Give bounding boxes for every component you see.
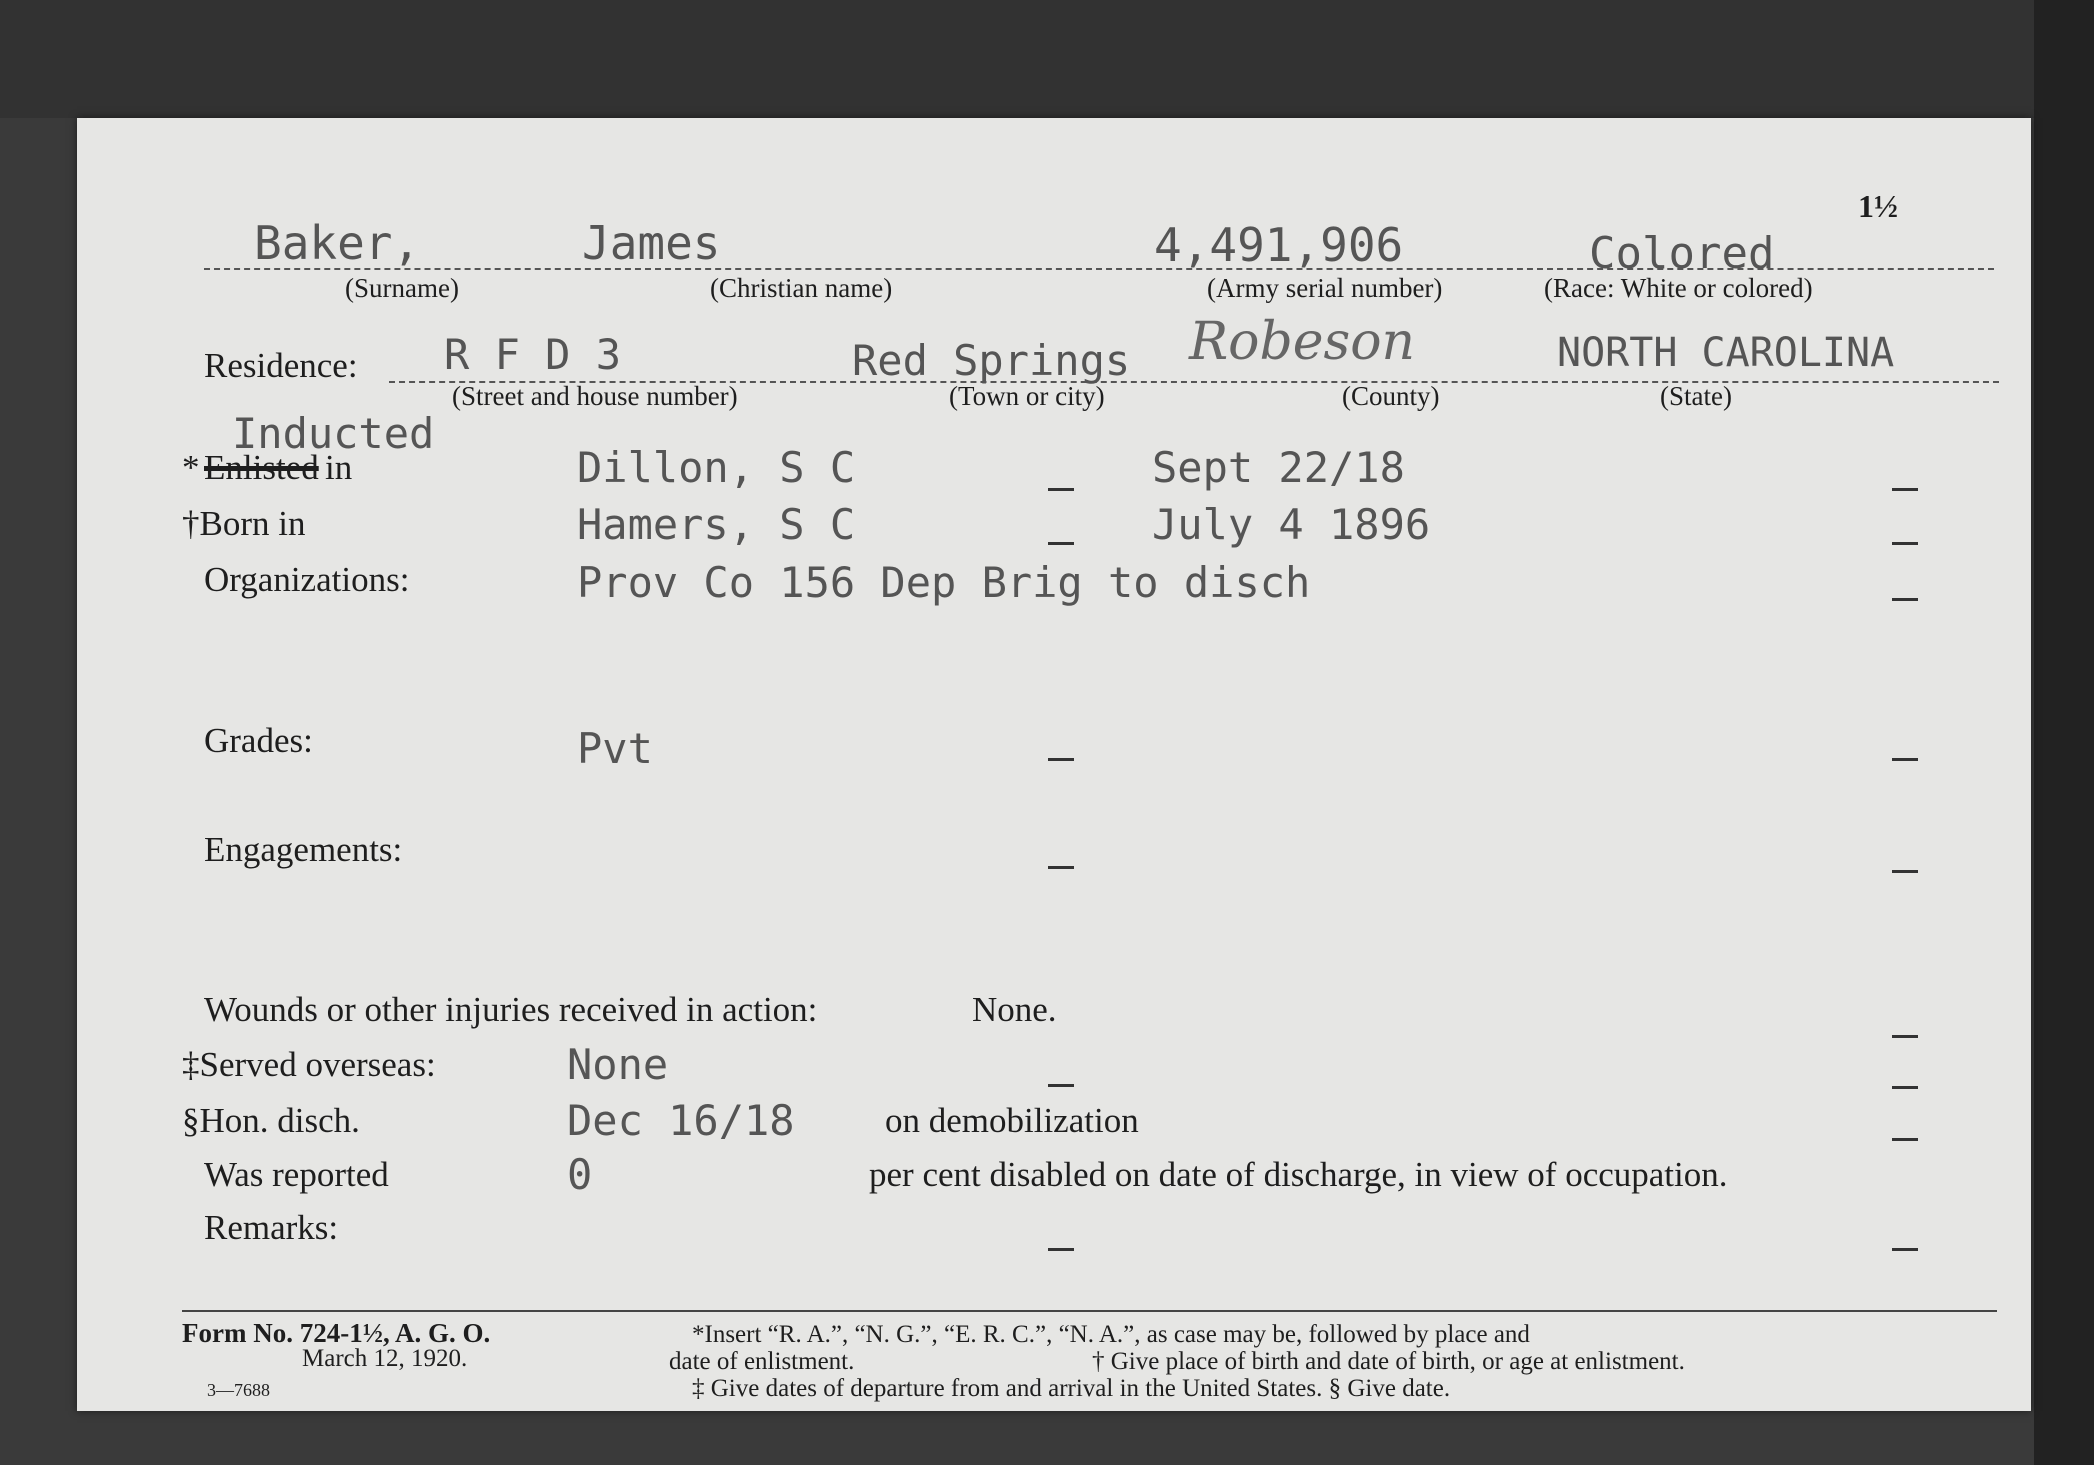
remarks-label: Remarks: bbox=[204, 1208, 339, 1247]
dash bbox=[1048, 1248, 1074, 1251]
state-value: NORTH CAROLINA bbox=[1557, 330, 1895, 376]
footer-note-line1: *Insert “R. A.”, “N. G.”, “E. R. C.”, “N. A.”, as case may be, followed by place and bbox=[692, 1321, 1530, 1348]
footer-note-line3: ‡ Give dates of departure from and arrival in the United States. § Give date. bbox=[692, 1375, 1451, 1402]
wounds-label: Wounds or other injuries received in action: bbox=[204, 990, 818, 1029]
print-code: 3—7688 bbox=[207, 1380, 270, 1400]
organizations-label: Organizations: bbox=[204, 560, 410, 599]
grades-label: Grades: bbox=[204, 721, 313, 760]
enlisted-place: Dillon, S C bbox=[577, 443, 856, 492]
enlisted-date: Sept 22/18 bbox=[1152, 443, 1405, 492]
served-overseas-label: ‡Served overseas: bbox=[182, 1045, 436, 1084]
dash bbox=[1048, 542, 1074, 545]
dash bbox=[1892, 1138, 1918, 1141]
street-value: R F D 3 bbox=[444, 330, 622, 379]
surname-value: Baker, bbox=[254, 216, 421, 270]
enlisted-marker: * bbox=[182, 448, 200, 487]
dash bbox=[1048, 1084, 1074, 1087]
serial-number-caption: (Army serial number) bbox=[1207, 273, 1443, 303]
christian-name-value: James bbox=[582, 216, 721, 270]
dash bbox=[1048, 866, 1074, 869]
christian-name-caption: (Christian name) bbox=[710, 273, 893, 303]
footer-rule bbox=[182, 1310, 1997, 1312]
footer-note-line2-a: date of enlistment. bbox=[669, 1348, 855, 1375]
corner-mark: 1½ bbox=[1858, 188, 1898, 224]
dash bbox=[1892, 870, 1918, 873]
dash bbox=[1892, 1086, 1918, 1089]
name-row-rule bbox=[204, 268, 1994, 270]
dash bbox=[1892, 1248, 1918, 1251]
serial-number-value: 4,491,906 bbox=[1154, 218, 1404, 272]
was-reported-value: 0 bbox=[567, 1150, 593, 1199]
hon-disch-label: §Hon. disch. bbox=[182, 1101, 360, 1140]
dash bbox=[1892, 488, 1918, 491]
wounds-value: None. bbox=[972, 990, 1057, 1029]
served-overseas-value: None bbox=[567, 1040, 669, 1089]
born-date: July 4 1896 bbox=[1152, 500, 1431, 549]
born-place: Hamers, S C bbox=[577, 500, 856, 549]
town-caption: (Town or city) bbox=[949, 381, 1105, 411]
service-record-card bbox=[77, 118, 2031, 1411]
dash bbox=[1048, 488, 1074, 491]
grades-value: Pvt bbox=[577, 724, 653, 773]
dash bbox=[1892, 758, 1918, 761]
inducted-correction: Inducted bbox=[232, 409, 435, 458]
scanner-background-top bbox=[0, 0, 2094, 118]
organizations-value: Prov Co 156 Dep Brig to disch bbox=[577, 558, 1311, 607]
footer-note-line2-b: † Give place of birth and date of birth, or age at enlistment. bbox=[1092, 1348, 1685, 1375]
dash bbox=[1892, 1035, 1918, 1038]
dash bbox=[1892, 598, 1918, 601]
race-caption: (Race: White or colored) bbox=[1544, 273, 1813, 303]
form-date: March 12, 1920. bbox=[302, 1345, 468, 1372]
street-caption: (Street and house number) bbox=[452, 381, 738, 411]
form-number: Form No. 724-1½, A. G. O. bbox=[182, 1318, 491, 1348]
was-reported-text: per cent disabled on date of discharge, in view of occupation. bbox=[869, 1155, 1728, 1194]
dash bbox=[1048, 758, 1074, 761]
enlisted-label-struck: Enlisted bbox=[204, 448, 319, 487]
was-reported-label: Was reported bbox=[204, 1155, 389, 1194]
county-caption: (County) bbox=[1342, 381, 1440, 411]
race-value: Colored bbox=[1589, 228, 1775, 279]
surname-caption: (Surname) bbox=[345, 273, 459, 303]
hon-disch-text: on demobilization bbox=[885, 1101, 1139, 1140]
state-caption: (State) bbox=[1660, 381, 1732, 411]
residence-label: Residence: bbox=[204, 346, 358, 385]
engagements-label: Engagements: bbox=[204, 830, 403, 869]
hon-disch-date: Dec 16/18 bbox=[567, 1096, 795, 1145]
town-value: Red Springs bbox=[852, 336, 1131, 385]
dash bbox=[1892, 542, 1918, 545]
county-value: Robeson bbox=[1189, 312, 1416, 372]
scanner-background-right bbox=[2034, 0, 2094, 1465]
born-label: †Born in bbox=[182, 504, 306, 543]
enlisted-label-tail: in bbox=[325, 448, 353, 487]
